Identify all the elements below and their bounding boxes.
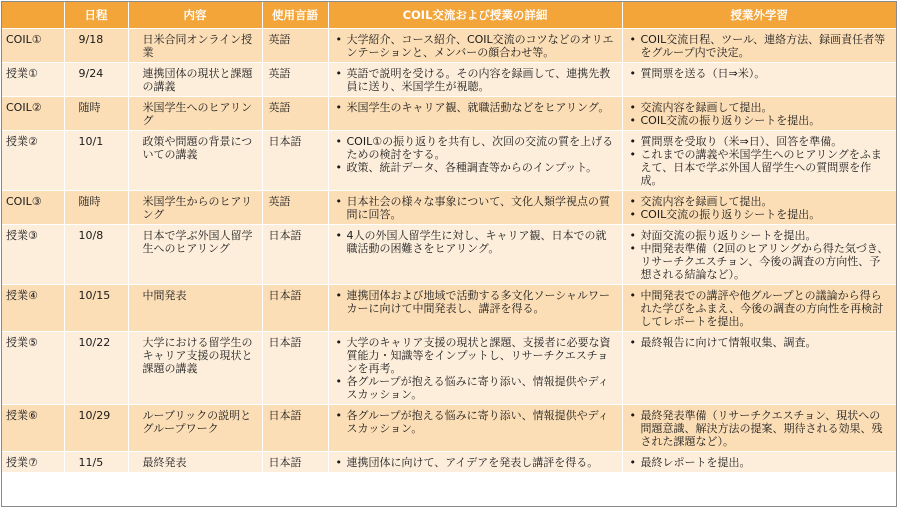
homework-list [628,289,892,328]
content-cell: 米国学生へのヒアリング [128,97,262,131]
homework-cell [622,29,896,63]
table-header-row [2,2,896,29]
content-cell: 日本で学ぶ外国人留学生へのヒアリング [128,225,262,285]
details-cell [328,131,622,191]
session-cell: COIL② [2,97,64,131]
homework-item: • 最終レポートを提出。 [628,456,892,469]
details-list [334,195,617,221]
homework-list [628,33,892,59]
homework-cell [622,452,896,473]
details-item: • 英語で説明を受ける。その内容を録画して、連携先教員に送り、米国学生が視聴。 [334,67,617,93]
session-cell: 授業⑤ [2,332,64,405]
homework-cell [622,285,896,332]
homework-cell [622,332,896,405]
homework-cell [622,191,896,225]
table-row [2,332,896,405]
homework-item: • 質問票を受取り（米⇒日）、回答を準備。 [628,135,892,148]
homework-item: • 交流内容を録画して提出。 [628,195,892,208]
content-cell: 大学における留学生のキャリア支援の現状と課題の講義 [128,332,262,405]
details-cell [328,29,622,63]
homework-item: • これまでの講義や米国学生へのヒアリングをふまえて、日本で学ぶ外国人留学生への質問票を作成。 [628,148,892,187]
details-list [334,409,617,435]
details-cell [328,225,622,285]
details-item: • 政策、統計データ、各種調査等からのインプット。 [334,161,617,174]
language-cell: 日本語 [262,405,328,452]
homework-list [628,229,892,281]
schedule-table [2,2,896,472]
details-list [334,135,617,174]
details-list [334,101,617,114]
details-item: • 日本社会の様々な事象について、文化人類学視点の質問に回答。 [334,195,617,221]
content-cell: 日米合同オンライン授業 [128,29,262,63]
session-cell: 授業⑦ [2,452,64,473]
details-item: • 各グループが抱える悩みに寄り添い、情報提供やディスカッション。 [334,375,617,401]
details-item: • 連携団体および地域で活動する多文化ソーシャルワーカーに向けて中間発表し、講評を得る。 [334,289,617,315]
details-list [334,33,617,59]
session-cell: COIL① [2,29,64,63]
language-cell: 英語 [262,29,328,63]
session-cell: 授業① [2,63,64,97]
content-cell: 最終発表 [128,452,262,473]
homework-item: • 中間発表での講評や他グループとの議論から得られた学びをふまえ、今後の調査の方向性を再検討してレポートを提出。 [628,289,892,328]
details-list [334,229,617,255]
session-cell: COIL③ [2,191,64,225]
date-cell: 10/22 [64,332,128,405]
header-content: 内容 [128,2,262,29]
language-cell: 英語 [262,191,328,225]
date-cell: 随時 [64,97,128,131]
date-cell: 11/5 [64,452,128,473]
date-cell: 10/15 [64,285,128,332]
homework-item: • COIL交流の振り返りシートを提出。 [628,208,892,221]
homework-list [628,409,892,448]
details-item: • 大学紹介、コース紹介、COIL交流のコツなどのオリエンテーションと、メンバーの顔合わせ等。 [334,33,617,59]
session-cell: 授業④ [2,285,64,332]
homework-list [628,67,892,80]
details-list [334,456,617,469]
language-cell: 日本語 [262,332,328,405]
table-row [2,29,896,63]
homework-cell [622,405,896,452]
language-cell: 日本語 [262,285,328,332]
content-cell: 政策や問題の背景についての講義 [128,131,262,191]
homework-item: • 質問票を送る（日⇒米）。 [628,67,892,80]
details-cell [328,332,622,405]
homework-cell [622,97,896,131]
table-row [2,97,896,131]
table-row [2,131,896,191]
language-cell: 英語 [262,97,328,131]
homework-list [628,101,892,127]
homework-item: • 最終発表準備（リサーチクエスチョン、現状への問題意識、解決方法の提案、期待される効果、残された課題など）。 [628,409,892,448]
content-cell: 米国学生からのヒアリング [128,191,262,225]
details-list [334,289,617,315]
date-cell: 10/8 [64,225,128,285]
homework-item: • 交流内容を録画して提出。 [628,101,892,114]
details-cell [328,191,622,225]
homework-list [628,456,892,469]
homework-cell [622,131,896,191]
session-cell: 授業② [2,131,64,191]
content-cell: 連携団体の現状と課題の講義 [128,63,262,97]
details-item: • 4人の外国人留学生に対し、キャリア観、日本での就職活動の困難さをヒアリング。 [334,229,617,255]
details-cell [328,285,622,332]
schedule-table-frame [1,1,897,507]
content-cell: 中間発表 [128,285,262,332]
homework-item: • COIL交流日程、ツール、連絡方法、録画責任者等をグループ内で決定。 [628,33,892,59]
details-list [334,67,617,93]
table-row [2,405,896,452]
details-item: • 各グループが抱える悩みに寄り添い、情報提供やディスカッション。 [334,409,617,435]
details-list [334,336,617,401]
language-cell: 日本語 [262,452,328,473]
language-cell: 日本語 [262,131,328,191]
homework-item: • 対面交流の振り返りシートを提出。 [628,229,892,242]
details-cell [328,452,622,473]
session-cell: 授業⑥ [2,405,64,452]
table-row [2,63,896,97]
homework-item: • 中間発表準備（2回のヒアリングから得た気づき、リサーチクエスチョン、今後の調査の方向性、予想される結論など）。 [628,242,892,281]
language-cell: 英語 [262,63,328,97]
details-item: • 大学のキャリア支援の現状と課題、支援者に必要な資質能力・知識等をインプットし、リサーチクエスチョンを再考。 [334,336,617,375]
date-cell: 9/24 [64,63,128,97]
date-cell: 10/1 [64,131,128,191]
details-item: • 米国学生のキャリア観、就職活動などをヒアリング。 [334,101,617,114]
details-cell [328,63,622,97]
content-cell: ルーブリックの説明とグループワーク [128,405,262,452]
header-date: 日程 [64,2,128,29]
header-session [2,2,64,29]
table-body [2,29,896,473]
table-row [2,225,896,285]
header-details: COIL交流および授業の詳細 [328,2,622,29]
details-item: • 連携団体に向けて、アイデアを発表し講評を得る。 [334,456,617,469]
homework-item: • COIL交流の振り返りシートを提出。 [628,114,892,127]
table-row [2,191,896,225]
details-item: • COIL①の振り返りを共有し、次回の交流の質を上げるための検討をする。 [334,135,617,161]
header-language: 使用言語 [262,2,328,29]
homework-list [628,195,892,221]
details-cell [328,97,622,131]
homework-list [628,336,892,349]
date-cell: 随時 [64,191,128,225]
homework-item: • 最終報告に向けて情報収集、調査。 [628,336,892,349]
language-cell: 日本語 [262,225,328,285]
details-cell [328,405,622,452]
homework-cell [622,225,896,285]
table-row [2,452,896,473]
header-homework: 授業外学習 [622,2,896,29]
table-row [2,285,896,332]
homework-list [628,135,892,187]
homework-cell [622,63,896,97]
session-cell: 授業③ [2,225,64,285]
date-cell: 10/29 [64,405,128,452]
date-cell: 9/18 [64,29,128,63]
